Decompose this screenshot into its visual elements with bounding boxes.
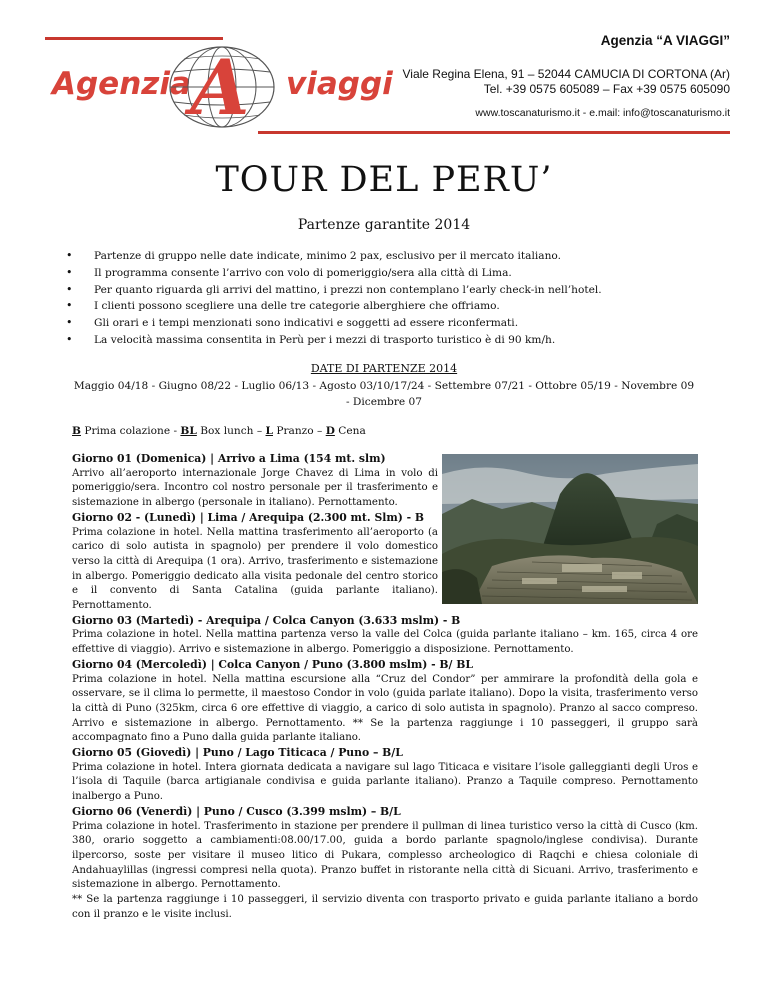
itinerary <box>72 452 698 923</box>
page-title: TOUR DEL PERU’ <box>215 160 553 200</box>
logo-word-left: Agenzia <box>52 66 191 102</box>
day-title: Giorno 01 (Domenica) | Arrivo a Lima (154 mt. slm) <box>72 452 386 465</box>
legend-text-l: Pranzo – <box>272 425 326 437</box>
meal-legend <box>72 425 366 437</box>
dates-heading: DATE DI PARTENZE 2014 <box>310 362 458 375</box>
legend-text-d: Cena <box>334 425 366 437</box>
page-subtitle: Partenze garantite 2014 <box>297 217 471 233</box>
agency-address <box>403 67 731 97</box>
list-item: • Il programma consente l’arrivo con volo di pomeriggio/sera alla città di Lima. <box>80 265 720 282</box>
dates-text: Maggio 04/18 - Giugno 08/22 - Luglio 06/13 - Agosto 03/10/17/24 - Settembre 07/21 - Ottobre 05/19 - Novembre 09 - Dicembre 07 <box>73 380 695 408</box>
day-text: Prima colazione in hotel. Intera giornata dedicata a navigare sul lago Titicaca e visitare l’isole galleggianti degli Uros e l’isola di Taquile (barca artigianale condivisa e guida parlante italiano). Pranzo a Taquile compreso. Pernottamento inalbergo a Puno. <box>72 761 698 803</box>
legend-code-bl: BL <box>180 425 197 437</box>
header-rule-bottom <box>258 131 730 134</box>
address-line-1: Viale Regina Elena, 91 – 52044 CAMUCIA DI CORTONA (Ar) <box>402 67 730 81</box>
agency-web-email: www.toscanaturismo.it - e.mail: info@toscanaturismo.it <box>475 107 730 119</box>
address-line-2: Tel. +39 0575 605089 – Fax +39 0575 605090 <box>483 82 730 96</box>
legend-text-bl: Box lunch – <box>196 425 266 437</box>
day-text: Arrivo all’aeroporto internazionale Jorge Chavez di Lima in volo di pomeriggio/sera. Incontro col nostro personale per il trasferimento e sistemazione in albergo (personale in italiano). Pernottamento. <box>72 467 438 509</box>
legend-text-b: Prima colazione - <box>80 425 181 437</box>
conditions-list <box>80 248 720 349</box>
legend-code-d: D <box>325 425 335 437</box>
list-item: • I clienti possono scegliere una delle tre categorie alberghiere che offriamo. <box>80 298 720 315</box>
agency-logo <box>44 44 393 130</box>
list-item: • Partenze di gruppo nelle date indicate, minimo 2 pax, esclusivo per il mercato italiano. <box>80 248 720 265</box>
day-title: Giorno 02 - (Lunedì) | Lima / Arequipa (2.300 mt. Slm) - B <box>72 510 424 524</box>
day-title: Giorno 05 (Giovedì) | Puno / Lago Titicaca / Puno – B/L <box>72 746 403 760</box>
legend-code-b: B <box>72 425 81 437</box>
day-text: Prima colazione in hotel. Trasferimento in stazione per prendere il pullman di linea turistico verso la città di Cusco (km. 380, orario soggetto a cambiamenti:08.00/17.00, guida a bordo parlante spagnolo/inglese condivisa). Durante ilpercorso, soste per visitare il museo litico di Pukara, complesso archeologico di Raqchi e chiesa coloniale di Andahuaylillas (ingressi compresi nella quota). Pranzo buffet in ristorante nella città di Sicuani. Arrivo, trasferimento e sistemazione in albergo. Pernottamento. <box>72 820 698 891</box>
day-text: Prima colazione in hotel. Nella mattina partenza verso la valle del Colca (guida parlante italiano – km. 165, circa 4 ore effettive di viaggio). Arrivo e sistemazione in albergo. Pomeriggio a disposizione. Pernottamento. <box>72 629 698 656</box>
list-item: • Per quanto riguarda gli arrivi del mattino, i prezzi non contemplano l’early check-in nell’hotel. <box>80 282 720 299</box>
agency-name: Agenzia “A VIAGGI” <box>600 33 730 48</box>
day-text: Prima colazione in hotel. Nella mattina escursione alla “Cruz del Condor” per ammirare la profondità della gola e osservare, se il clima lo permette, il maestoso Condor in volo (guida parlate italiano). Dopo la visita, trasferimento verso la città di Puno (325km, circa 6 ore effettive di viaggio, a carico di solo autista in spagnolo). Pranzo al sacco compreso. Arrivo e sistemazione in albergo. Pernottamento. ** Se la partenza raggiunge i 10 passeggeri, il gruppo sarà accompagnato fino a Puno dalla guida parlante italiano. <box>72 673 698 744</box>
list-item: • La velocità massima consentita in Perù per i mezzi di trasporto turistico è di 90 km/h. <box>80 332 720 349</box>
day-title: Giorno 03 (Martedì) - Arequipa / Colca Canyon (3.633 mslm) - B <box>72 613 461 627</box>
day-title: Giorno 04 (Mercoledì) | Colca Canyon / Puno (3.800 mslm) - B/ BL <box>72 657 473 671</box>
day-text: Prima colazione in hotel. Nella mattina trasferimento all’aeroporto (a carico di solo autista in spagnolo) per prendere il volo domestico verso la città di Arequipa (1 ora). Arrivo, trasferimento e sistemazione in albergo. Pomeriggio dedicato alla visita pedonale del centro storico e il convento di Santa Catalina (guida parlante italiano). Pernottamento. <box>72 526 438 612</box>
day-note: ** Se la partenza raggiunge i 10 passeggeri, il servizio diventa con trasporto privato e guida parlante italiano a bordo con il pranzo e le visite inclusi. <box>72 894 698 920</box>
globe-logo-icon <box>164 44 280 130</box>
list-item: • Gli orari e i tempi menzionati sono indicativi e soggetti ad essere riconfermati. <box>80 315 720 332</box>
logo-word-right: viaggi <box>286 66 393 102</box>
day-title: Giorno 06 (Venerdì) | Puno / Cusco (3.399 mslm) – B/L <box>72 804 401 818</box>
logo-letter: A <box>190 44 250 130</box>
header-rule-top <box>45 37 223 40</box>
legend-code-l: L <box>265 425 273 437</box>
